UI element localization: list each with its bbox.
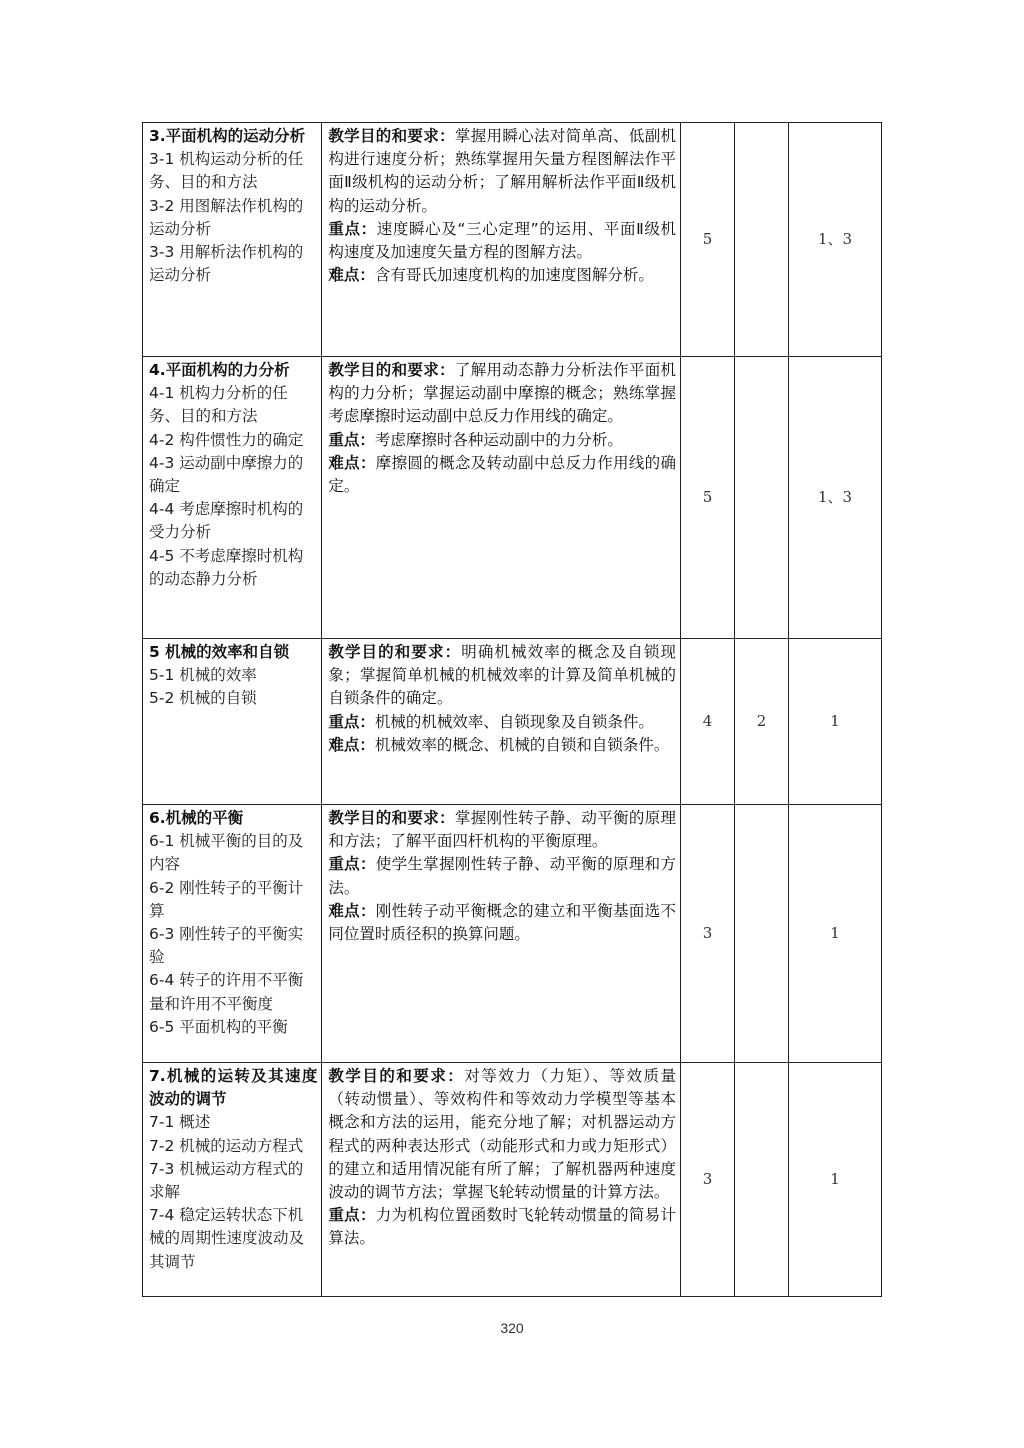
table-row-chapter-4: [143, 357, 882, 639]
objective-label: 教学目的和要求：: [328, 809, 455, 827]
objectives-ref-cell: 1、3: [789, 123, 882, 357]
section-item: 6-3 刚性转子的平衡实验: [149, 925, 304, 967]
section-item: 4-2 构件惯性力的确定: [149, 430, 304, 449]
objectives-ref-cell: 1、3: [789, 357, 882, 639]
difficulty-paragraph: [328, 452, 676, 498]
table-row-chapter-6: [143, 805, 882, 1063]
page-number: 320: [500, 1320, 524, 1336]
key-text: 使学生掌握刚性转子静、动平衡的原理和方法。: [328, 855, 677, 897]
section-item: 6-1 机械平衡的目的及内容: [149, 832, 304, 874]
section-item: 4-5 不考虑摩擦时机构的动态静力分析: [149, 546, 304, 588]
section-item: 3-2 用图解法作机构的运动分析: [149, 196, 304, 238]
lab-hours-cell: [735, 805, 789, 1063]
lab-hours-cell: [735, 357, 789, 639]
section-item: 6-5 平面机构的平衡: [149, 1017, 288, 1036]
lecture-hours-cell: 3: [681, 805, 735, 1063]
key-paragraph: [328, 853, 676, 899]
key-label: 重点：: [328, 712, 375, 731]
section-item: 5-1 机械的效率: [149, 666, 257, 685]
section-item: 6-4 转子的许用不平衡量和许用不平衡度: [149, 971, 304, 1013]
objective-text: 明确机械效率的概念及自锁现象；掌握简单机械的机械效率的计算及简单机械的自锁条件的确定。: [328, 643, 677, 708]
difficulty-text: 刚性转子动平衡概念的建立和平衡基面选不同位置时质径积的换算问题。: [328, 901, 677, 944]
chapter-description-cell: [322, 639, 681, 805]
section-item: 4-3 运动副中摩擦力的确定: [149, 453, 304, 496]
section-item: 6-2 刚性转子的平衡计算: [149, 878, 304, 920]
difficulty-paragraph: [328, 264, 676, 287]
objective-label: 教学目的和要求：: [328, 127, 455, 145]
section-item: 7-2 机械的运动方程式: [149, 1136, 304, 1155]
difficulty-paragraph: [328, 734, 676, 757]
difficulty-label: 难点：: [328, 901, 376, 920]
difficulty-text: 摩擦圆的概念及转动副中总反力作用线的确定。: [328, 453, 677, 496]
key-label: 重点：: [328, 219, 377, 238]
chapter-title: 7.机械的运转及其速度波动的调节: [149, 1067, 318, 1109]
section-item: 5-2 机械的自锁: [149, 689, 257, 708]
section-item: 7-1 概述: [149, 1113, 211, 1132]
difficulty-text: 机械效率的概念、机械的自锁和自锁条件。: [374, 735, 670, 754]
course-outline-table: [142, 122, 882, 1297]
objectives-ref-cell: 1: [789, 639, 882, 805]
chapter-topic-cell: [143, 639, 322, 805]
objective-paragraph: [328, 807, 676, 853]
objective-label: 教学目的和要求：: [328, 643, 462, 661]
chapter-description-cell: [322, 123, 681, 357]
key-label: 重点：: [328, 1206, 376, 1225]
difficulty-text: 含有哥氏加速度机构的加速度图解分析。: [374, 266, 654, 285]
chapter-description-cell: [322, 357, 681, 639]
chapter-description-cell: [322, 805, 681, 1063]
chapter-title: 4.平面机构的力分析: [149, 361, 290, 379]
key-text: 机械的机械效率、自锁现象及自锁条件。: [374, 712, 654, 731]
section-item: 4-1 机构力分析的任务、目的和方法: [149, 384, 288, 426]
chapter-description-cell: [322, 1063, 681, 1297]
section-item: 3-1 机构运动分析的任务、目的和方法: [149, 150, 304, 192]
chapter-topic-cell: [143, 357, 322, 639]
difficulty-paragraph: [328, 900, 676, 946]
lab-hours-cell: 2: [735, 639, 789, 805]
difficulty-label: 难点：: [328, 453, 376, 472]
chapter-topic-cell: [143, 123, 322, 357]
objective-text: 对等效力（力矩）、等效质量（转动惯量）、等效构件和等效动力学模型等基本概念和方法的运用，能充分地了解；对机器运动方程式的两种表达形式（动能形式和力或力矩形式）的建立和适用情况能有所了解；了解机器两种速度波动的调节方法；掌握飞轮转动惯量的计算方法。: [328, 1067, 677, 1202]
chapter-title: 5 机械的效率和自锁: [149, 643, 290, 661]
lecture-hours-cell: 4: [681, 639, 735, 805]
objective-paragraph: [328, 125, 676, 218]
objective-paragraph: [328, 359, 676, 429]
objective-text: 了解用动态静力分析法作平面机构的力分析；掌握运动副中摩擦的概念；熟练掌握考虑摩擦时运动副中总反力作用线的确定。: [328, 361, 677, 426]
difficulty-label: 难点：: [328, 266, 375, 285]
chapter-topic-cell: [143, 805, 322, 1063]
lab-hours-cell: [735, 1063, 789, 1297]
objectives-ref-cell: 1: [789, 805, 882, 1063]
key-paragraph: [328, 711, 676, 734]
lecture-hours-cell: 5: [681, 357, 735, 639]
chapter-title: 3.平面机构的运动分析: [149, 127, 306, 145]
objective-paragraph: [328, 641, 676, 711]
section-item: 4-4 考虑摩擦时机构的受力分析: [149, 500, 304, 542]
objectives-ref-cell: 1: [789, 1063, 882, 1297]
lecture-hours-cell: 5: [681, 123, 735, 357]
lab-hours-cell: [735, 123, 789, 357]
table-row-chapter-7: [143, 1063, 882, 1297]
section-item: 7-3 机械运动方程式的求解: [149, 1159, 304, 1202]
table-row-chapter-3: [143, 123, 882, 357]
table-row-chapter-5: [143, 639, 882, 805]
difficulty-label: 难点：: [328, 735, 375, 754]
key-text: 力为机构位置函数时飞轮转动惯量的简易计算法。: [328, 1206, 677, 1248]
objective-label: 教学目的和要求：: [328, 361, 455, 379]
key-label: 重点：: [328, 430, 375, 449]
key-paragraph: [328, 1204, 676, 1250]
lecture-hours-cell: 3: [681, 1063, 735, 1297]
section-item: 3-3 用解析法作机构的运动分析: [149, 243, 304, 285]
key-text: 速度瞬心及“三心定理”的运用、平面Ⅱ级机构速度及加速度矢量方程的图解方法。: [328, 219, 677, 262]
chapter-topic-cell: [143, 1063, 322, 1297]
chapter-title: 6.机械的平衡: [149, 809, 244, 827]
objective-text: 掌握刚性转子静、动平衡的原理和方法；了解平面四杆机构的平衡原理。: [328, 809, 677, 851]
key-label: 重点：: [328, 855, 376, 874]
key-paragraph: [328, 429, 676, 452]
objective-paragraph: [328, 1065, 676, 1204]
key-text: 考虑摩擦时各种运动副中的力分析。: [374, 430, 623, 449]
section-item: 7-4 稳定运转状态下机械的周期性速度波动及其调节: [149, 1206, 305, 1271]
objective-text: 掌握用瞬心法对简单高、低副机构进行速度分析；熟练掌握用矢量方程图解法作平面Ⅱ级机构的运动分析；了解用解析法作平面Ⅱ级机构的运动分析。: [328, 127, 677, 215]
key-paragraph: [328, 218, 676, 264]
objective-label: 教学目的和要求：: [328, 1067, 465, 1085]
